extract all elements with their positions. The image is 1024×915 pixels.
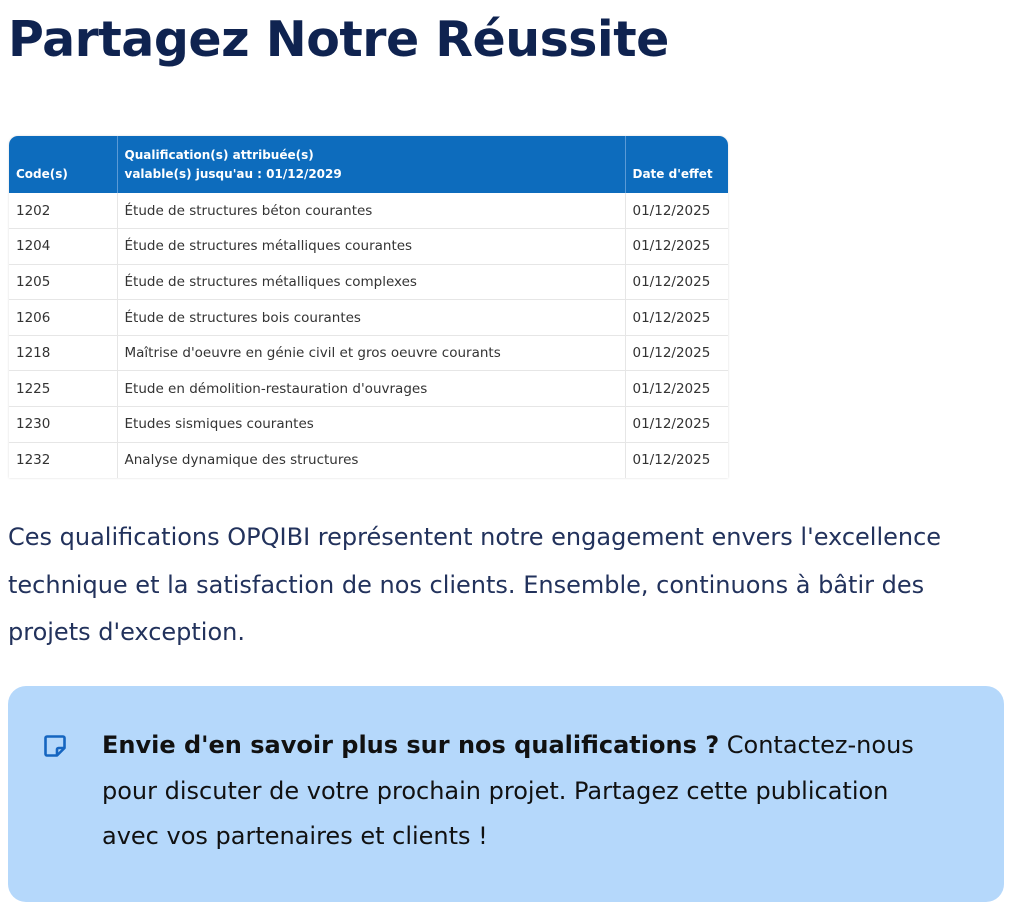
cell-qualification: Etudes sismiques courantes [117, 407, 625, 443]
table-row [9, 335, 728, 371]
cell-date: 01/12/2025 [625, 193, 728, 229]
contact-callout [8, 686, 1004, 902]
cell-date: 01/12/2025 [625, 335, 728, 371]
header-date: Date d'effet [625, 136, 728, 193]
header-qualification-line1: Qualification(s) attribuée(s) [124, 148, 314, 162]
body-paragraph: Ces qualifications OPQIBI représentent notre engagement envers l'excellence technique et la satisfaction de nos clients. Ensemble, continuons à bâtir des projets d'exception. [8, 523, 942, 646]
cell-code: 1202 [9, 193, 117, 229]
cell-date: 01/12/2025 [625, 407, 728, 443]
cell-code: 1230 [9, 407, 117, 443]
header-qualification [117, 136, 625, 193]
callout-bold-question: Envie d'en savoir plus sur nos qualifications ? [102, 731, 720, 759]
header-qualification-line2: valable(s) jusqu'au : 01/12/2029 [124, 167, 342, 181]
cell-qualification: Étude de structures métalliques complexes [117, 264, 625, 300]
cell-code: 1206 [9, 300, 117, 336]
callout-text [102, 723, 952, 860]
cell-date: 01/12/2025 [625, 229, 728, 265]
table-row [9, 229, 728, 265]
cell-code: 1218 [9, 335, 117, 371]
table-row [9, 407, 728, 443]
table-row [9, 300, 728, 336]
cell-date: 01/12/2025 [625, 264, 728, 300]
header-code: Code(s) [9, 136, 117, 193]
cell-qualification: Etude en démolition-restauration d'ouvrages [117, 371, 625, 407]
table-row [9, 264, 728, 300]
table-row [9, 371, 728, 407]
cell-qualification: Étude de structures béton courantes [117, 193, 625, 229]
cell-qualification: Analyse dynamique des structures [117, 442, 625, 478]
cell-date: 01/12/2025 [632, 452, 711, 469]
cell-qualification: Maîtrise d'oeuvre en génie civil et gros oeuvre courants [117, 335, 625, 371]
cell-qualification: Étude de structures bois courantes [117, 300, 625, 336]
page-title: Partagez Notre Réussite [8, 11, 669, 68]
qualifications-table-image [9, 136, 728, 478]
table-row [9, 442, 728, 478]
cell-code: 1225 [9, 371, 117, 407]
cell-date: 01/12/2025 [625, 300, 728, 336]
table-header-row [9, 136, 728, 193]
cell-code: 1205 [9, 264, 117, 300]
table-row [9, 193, 728, 229]
cell-code: 1204 [9, 229, 117, 265]
note-icon [43, 734, 67, 758]
qualifications-table [9, 136, 728, 478]
callout-body: Contactez-nous pour discuter de votre prochain projet. Partagez cette publication avec vos partenaires et clients ! [102, 731, 914, 850]
cell-code: 1232 [9, 442, 117, 478]
cell-qualification: Étude de structures métalliques courantes [117, 229, 625, 265]
cell-date: 01/12/2025 [625, 371, 728, 407]
